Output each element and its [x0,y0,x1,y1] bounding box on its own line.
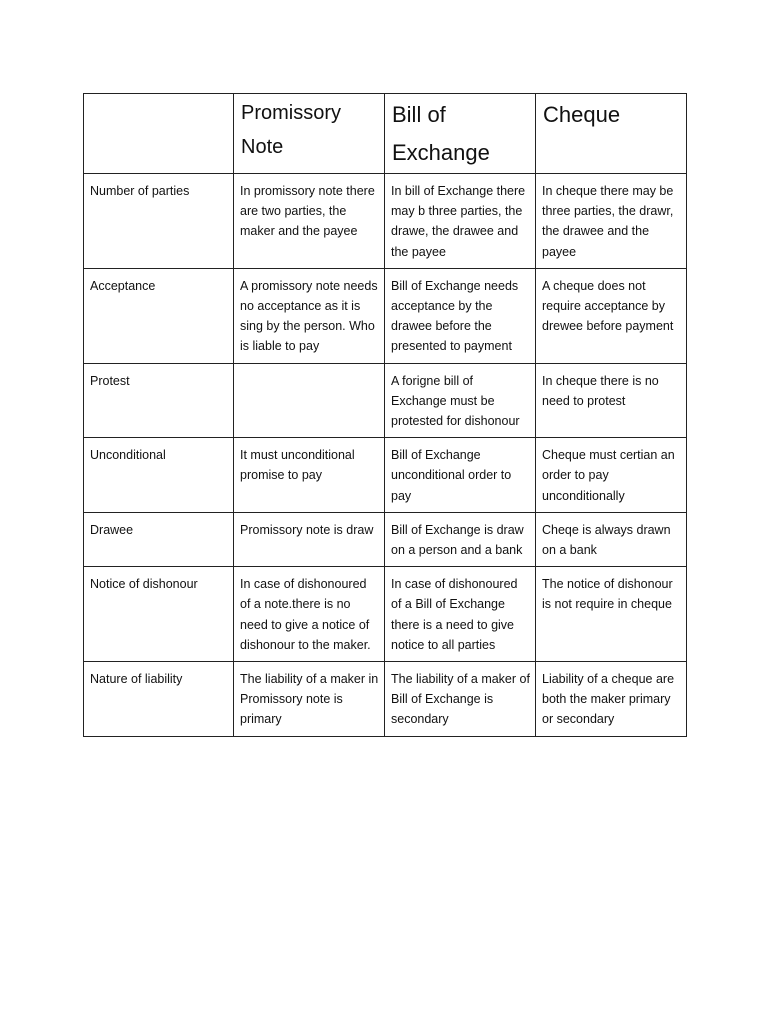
cell-cheque: Cheque must certian an order to pay unconditionally [536,438,687,513]
cell-promissory: In case of dishonoured of a note.there is no need to give a notice of dishonour to the maker. [234,567,385,662]
table-row [84,512,687,566]
cell-cheque: Liability of a cheque are both the maker primary or secondary [536,662,687,737]
cell-cheque: In cheque there is no need to protest [536,363,687,438]
row-label-number-of-parties: Number of parties [84,174,234,269]
cell-cheque: In cheque there may be three parties, the drawr, the drawee and the payee [536,174,687,269]
cell-promissory: In promissory note there are two parties, the maker and the payee [234,174,385,269]
cell-bill: In bill of Exchange there may b three parties, the drawe, the drawee and the payee [385,174,536,269]
table-row [84,174,687,269]
cell-promissory: A promissory note needs no acceptance as it is sing by the person. Who is liable to pay [234,268,385,363]
header-corner-cell [84,94,234,174]
table-row [84,567,687,662]
row-label-nature-of-liability: Nature of liability [84,662,234,737]
cell-promissory [234,363,385,438]
cell-bill: A forigne bill of Exchange must be protested for dishonour [385,363,536,438]
table-row [84,662,687,737]
header-promissory-note: Promissory Note [234,94,385,174]
cell-bill: Bill of Exchange is draw on a person and a bank [385,512,536,566]
row-label-protest: Protest [84,363,234,438]
table-row [84,363,687,438]
cell-bill: Bill of Exchange unconditional order to pay [385,438,536,513]
row-label-drawee: Drawee [84,512,234,566]
cell-cheque: A cheque does not require acceptance by drewee before payment [536,268,687,363]
cell-promissory: It must unconditional promise to pay [234,438,385,513]
cell-bill: Bill of Exchange needs acceptance by the drawee before the presented to payment [385,268,536,363]
cell-cheque: The notice of dishonour is not require in cheque [536,567,687,662]
table-row [84,438,687,513]
row-label-unconditional: Unconditional [84,438,234,513]
row-label-notice-of-dishonour: Notice of dishonour [84,567,234,662]
cell-promissory: Promissory note is draw [234,512,385,566]
table-row [84,268,687,363]
cell-bill: The liability of a maker of Bill of Exchange is secondary [385,662,536,737]
cell-cheque: Cheqe is always drawn on a bank [536,512,687,566]
header-bill-of-exchange: Bill of Exchange [385,94,536,174]
cell-promissory: The liability of a maker in Promissory note is primary [234,662,385,737]
table-header-row [84,94,687,174]
header-cheque: Cheque [536,94,687,174]
cell-bill: In case of dishonoured of a Bill of Exchange there is a need to give notice to all parties [385,567,536,662]
comparison-table [83,93,687,737]
row-label-acceptance: Acceptance [84,268,234,363]
